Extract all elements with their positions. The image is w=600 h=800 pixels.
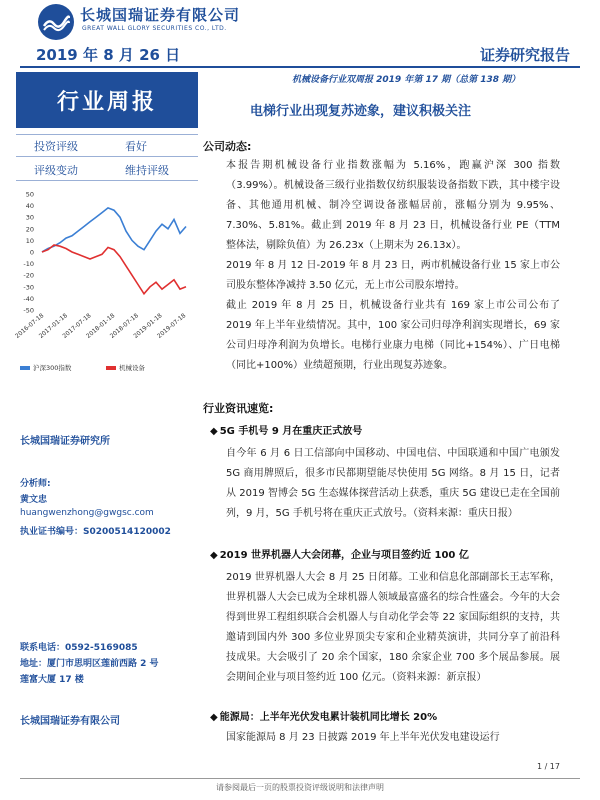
report-label-box: 行业周报	[16, 72, 198, 128]
diamond-bullet-icon: ◆	[210, 712, 218, 723]
disclaimer: 请参阅最后一页的股票投资评级说明和法律声明	[216, 783, 384, 792]
y-tick-label: -10	[23, 260, 34, 269]
paragraph-2: 2019 年 8 月 12 日-2019 年 8 月 23 日，两市机械设备行业 15 家上市公司股东整体净减持 3.50 亿元，无上市公司股东增持。	[226, 260, 560, 291]
paragraph-3: 截止 2019 年 8 月 25 日，机械设备行业共有 169 家上市公司公布了 2019 年上半年业绩情况。其中，100 家公司归母净利润实现增长，69 家公司归母净利润为负增长。电梯行业康力电梯（同比+154%）、广日电梯（同比+100%）业绩超预期，行业出现复苏迹象。	[226, 300, 560, 371]
y-tick-label: -30	[23, 283, 34, 292]
y-tick-label: 10	[25, 236, 34, 245]
y-tick-label: 50	[25, 190, 34, 199]
y-tick-label: 30	[25, 213, 34, 222]
news-3-title	[210, 708, 437, 723]
x-tick-label: 2019-07-18	[156, 312, 188, 340]
news-1-title	[210, 422, 362, 437]
analyst-name: 黄文忠	[20, 495, 48, 505]
wave-icon	[42, 8, 70, 36]
rating-change-label: 评级变动	[34, 164, 78, 177]
rating-divider	[16, 180, 198, 181]
legend-swatch-1	[106, 366, 116, 370]
address-line-1: 地址：厦门市思明区莲前西路 2 号	[20, 659, 159, 669]
paragraph-1: 本报告期机械设备行业指数涨幅为 5.16%，跑赢沪深 300 指数（3.99%）。机械设备三级行业指数仅纺织服装设备指数下跌，其中楼宇设备、其他通用机械、制冷空调设备涨幅居前，涨幅分别为 9.95%、7.30%、5.81%。截止到 2019 年 8 月 23 日，机械设备行业 PE（TTM 整体法，剔除负值）为 26.23x（上期末为 26.13x）。	[226, 160, 560, 251]
performance-chart	[14, 188, 200, 378]
rating-change-value: 维持评级	[125, 164, 169, 177]
x-tick-label: 2017-01-18	[37, 312, 69, 340]
y-tick-label: -40	[23, 294, 34, 303]
news-2-title-text: 2019 世界机器人大会闭幕，企业与项目签约近 100 亿	[219, 550, 469, 561]
address-line-2: 莲富大厦 17 楼	[20, 675, 84, 685]
y-tick-label: -20	[23, 271, 34, 280]
report-type: 证券研究报告	[479, 46, 570, 64]
series-line-0	[42, 208, 186, 252]
news-3-title-text: 能源局：上半年光伏发电累计装机同比增长 20%	[219, 712, 438, 723]
rating-divider	[16, 156, 198, 157]
contact-phone: 联系电话：0592-5169085	[20, 643, 138, 653]
y-tick-label: 40	[25, 202, 34, 211]
company-name-en: GREAT WALL GLORY SECURITIES CO., LTD.	[82, 25, 227, 32]
cert-number: 执业证书编号：S0200514120002	[20, 527, 171, 537]
institute-name: 长城国瑞证券研究所	[20, 436, 110, 447]
company-logo	[38, 4, 74, 40]
x-tick-label: 2018-07-18	[108, 312, 140, 340]
analyst-label: 分析师:	[20, 479, 51, 489]
x-tick-label: 2019-01-18	[132, 312, 164, 340]
company-footer-name: 长城国瑞证券有限公司	[20, 716, 120, 727]
legend-swatch-0	[20, 366, 30, 370]
news-2-body: 2019 世界机器人大会 8 月 25 日闭幕。工业和信息化部副部长王志军称，世界机器人大会已成为全球机器人领域最富盛名的综合性盛会。今年的大会得到世界工程组织联合会机器人与自动化学会等 22 家国际组织的支持，共邀请到国内外 300 多位业界顶尖专家和企业精英演讲，共同分享了前沿科技成果。大会吸引了 20 余个国家，180 余家企业 700 多个展品参展。展会期间企业与项目签约近 100 亿元。（资料来源：新京报）	[226, 572, 560, 683]
footer-divider	[20, 778, 580, 779]
line-chart	[14, 188, 200, 378]
rating-divider	[16, 134, 198, 135]
header-divider	[20, 66, 580, 68]
rating-change-row	[16, 162, 198, 178]
report-date: 2019 年 8 月 26 日	[36, 46, 181, 64]
news-2-title	[210, 546, 469, 561]
news-1-body: 自今年 6 月 6 日工信部向中国移动、中国电信、中国联通和中国广电颁发 5G 商用牌照后，很多市民都期望能尽快使用 5G 网络。8 月 15 日，记者从 2019 智博会 5G 生态媒体探营活动上获悉，重庆 5G 建设已走在全国前列，9 月，5G 手机号将在重庆正式放号。（资料来源：重庆日报）	[226, 448, 560, 519]
diamond-bullet-icon: ◆	[210, 426, 218, 437]
y-tick-label: 20	[25, 225, 34, 234]
x-tick-label: 2018-01-18	[85, 312, 117, 340]
page-number: 1 / 17	[536, 762, 560, 771]
news-section-title: 行业资讯速览:	[203, 402, 274, 415]
rating-value: 看好	[125, 140, 147, 153]
report-headline: 电梯行业出现复苏迹象，建议积极关注	[250, 104, 472, 119]
y-tick-label: -50	[23, 306, 34, 315]
company-dynamics-title: 公司动态:	[203, 140, 252, 153]
rating-row	[16, 138, 198, 154]
legend-label-1: 机械设备	[119, 364, 145, 372]
report-series: 机械设备行业双周报 2019 年第 17 期（总第 138 期）	[292, 75, 521, 85]
series-line-1	[42, 245, 186, 294]
diamond-bullet-icon: ◆	[210, 550, 218, 561]
company-name-cn: 长城国瑞证券有限公司	[80, 6, 241, 24]
rating-label: 投资评级	[34, 140, 78, 153]
x-tick-label: 2017-07-18	[61, 312, 93, 340]
x-tick-label: 2016-07-18	[14, 312, 46, 340]
y-tick-label: 0	[29, 248, 34, 257]
legend-label-0: 沪深300指数	[33, 364, 72, 372]
news-1-title-text: 5G 手机号 9 月在重庆正式放号	[219, 426, 363, 437]
analyst-email[interactable]: huangwenzhong@gwgsc.com	[20, 508, 154, 518]
news-3-body: 国家能源局 8 月 23 日披露 2019 年上半年光伏发电建设运行	[226, 732, 500, 743]
